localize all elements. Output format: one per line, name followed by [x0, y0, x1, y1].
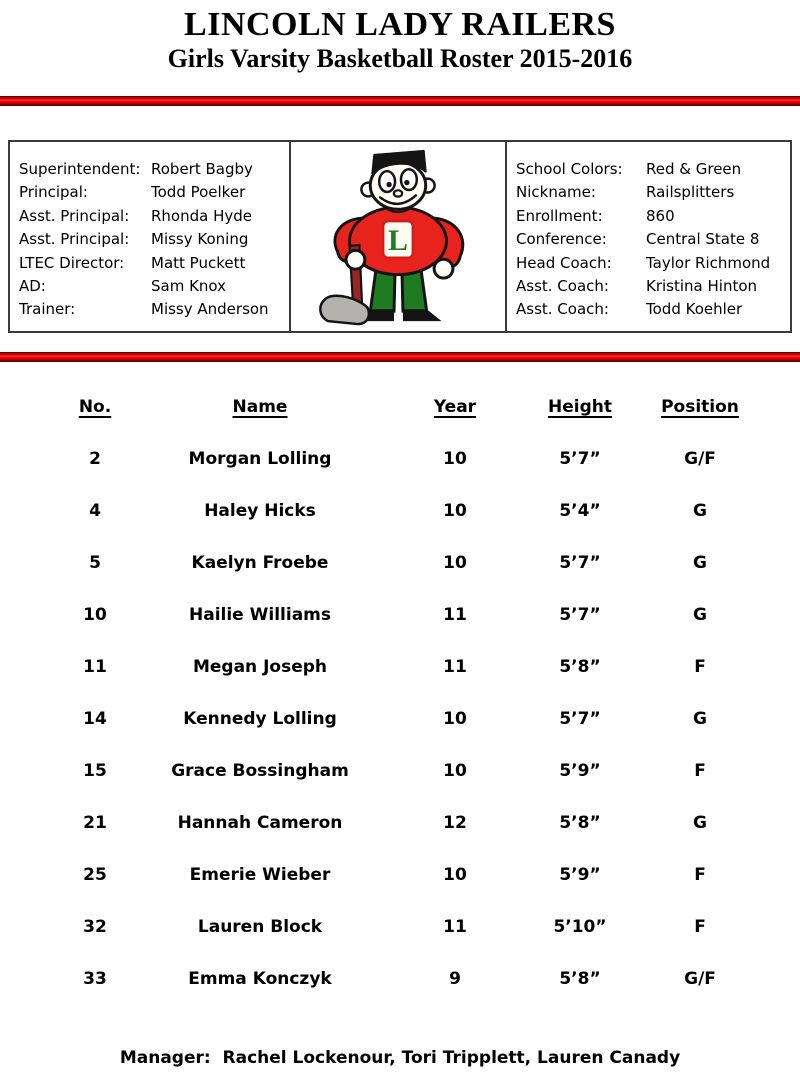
- info-value: Todd Koehler: [646, 300, 743, 319]
- info-label: Superintendent:: [19, 160, 141, 178]
- roster-cell-name: Haley Hicks: [204, 501, 316, 521]
- roster-cell-year: 11: [443, 917, 467, 937]
- roster-cell-height: 5’10”: [553, 917, 607, 937]
- info-label: Nickname:: [516, 183, 596, 202]
- info-row: [19, 275, 289, 298]
- red-divider-bottom: [0, 352, 800, 362]
- roster-cell-name: Kaelyn Froebe: [191, 553, 329, 573]
- info-row: [516, 181, 790, 204]
- info-value: Railsplitters: [646, 183, 735, 202]
- roster-cell-height: 5’8”: [559, 657, 601, 677]
- page-subtitle: Girls Varsity Basketball Roster 2015-2016: [167, 44, 633, 74]
- info-value: Missy Anderson: [151, 300, 269, 319]
- roster-header-height: Height: [548, 397, 612, 417]
- roster-cell-name: Lauren Block: [197, 917, 323, 937]
- roster-cell-year: 10: [443, 449, 467, 469]
- roster-cell-year: 10: [443, 553, 467, 573]
- info-value: Sam Knox: [151, 277, 227, 296]
- info-row: [516, 298, 790, 321]
- school-info-panel: [507, 142, 790, 331]
- info-row: [19, 205, 289, 228]
- roster-cell-position: G/F: [684, 449, 716, 469]
- info-row: [516, 228, 790, 251]
- mascot-pupil: [386, 182, 391, 187]
- info-value: 860: [646, 206, 675, 225]
- roster-cell-position: F: [694, 657, 706, 677]
- info-row: [19, 181, 289, 204]
- mascot-fist: [346, 250, 365, 269]
- roster-cell-position: F: [694, 761, 706, 781]
- info-value: Central State 8: [646, 230, 760, 249]
- roster-header-position: Position: [661, 397, 739, 417]
- mascot-panel: [291, 142, 507, 331]
- info-label: Enrollment:: [516, 206, 603, 225]
- page-title: LINCOLN LADY RAILERS: [184, 6, 616, 43]
- roster-cell-height: 5’7”: [559, 553, 601, 573]
- roster-cell-name: Megan Joseph: [192, 657, 328, 677]
- roster-cell-height: 5’8”: [559, 969, 601, 989]
- roster-cell-name: Emerie Wieber: [189, 865, 331, 885]
- info-label: AD:: [19, 277, 46, 296]
- info-value: Matt Puckett: [151, 253, 246, 272]
- mascot-nose: [394, 190, 402, 196]
- roster-cell-height: 5’9”: [559, 865, 601, 885]
- roster-cell-no: 25: [83, 865, 107, 885]
- info-row: [516, 205, 790, 228]
- info-label: Asst. Principal:: [19, 206, 130, 225]
- roster-cell-position: G: [693, 709, 707, 729]
- roster-cell-height: 5’7”: [559, 605, 601, 625]
- info-value: Kristina Hinton: [646, 277, 758, 296]
- roster-cell-no: 33: [83, 969, 107, 989]
- info-label: Trainer:: [19, 300, 76, 319]
- mascot-eye: [401, 169, 417, 190]
- info-label: Asst. Coach:: [516, 277, 609, 296]
- roster-cell-no: 10: [83, 605, 107, 625]
- roster-cell-position: G: [693, 553, 707, 573]
- staff-info-panel: [10, 142, 291, 331]
- roster-cell-position: F: [694, 917, 706, 937]
- roster-cell-year: 11: [443, 605, 467, 625]
- document-header: [0, 6, 800, 73]
- roster-cell-year: 9: [449, 969, 461, 989]
- roster-cell-year: 10: [443, 709, 467, 729]
- info-label: Head Coach:: [516, 253, 612, 272]
- railsplitter-mascot-image: [292, 143, 504, 330]
- roster-cell-year: 11: [443, 657, 467, 677]
- info-row: [19, 228, 289, 251]
- roster-cell-no: 2: [89, 449, 101, 469]
- info-row: [19, 158, 289, 181]
- mascot-eye: [379, 171, 395, 192]
- info-row: [516, 252, 790, 275]
- red-divider-top: [0, 96, 800, 106]
- roster-cell-position: G: [693, 501, 707, 521]
- roster-cell-year: 10: [443, 865, 467, 885]
- info-value: Taylor Richmond: [646, 253, 771, 272]
- mascot-shoe: [403, 309, 442, 321]
- roster-cell-year: 10: [443, 501, 467, 521]
- info-value: Red & Green: [646, 160, 742, 178]
- roster-cell-position: G/F: [684, 969, 716, 989]
- roster-cell-name: Kennedy Lolling: [183, 709, 337, 729]
- mascot-fist: [434, 259, 453, 278]
- info-label: Principal:: [19, 183, 88, 202]
- info-label: School Colors:: [516, 160, 623, 178]
- roster-header-name: Name: [232, 397, 288, 417]
- roster-cell-name: Hannah Cameron: [177, 813, 343, 833]
- roster-cell-no: 21: [83, 813, 107, 833]
- roster-cell-height: 5’8”: [559, 813, 601, 833]
- mascot-jersey-letter: L: [388, 224, 408, 257]
- info-value: Todd Poelker: [151, 183, 246, 202]
- info-label: Conference:: [516, 230, 607, 249]
- roster-cell-position: G: [693, 813, 707, 833]
- roster-header-no: No.: [78, 397, 112, 417]
- school-info-box: [8, 140, 792, 333]
- roster-cell-no: 5: [89, 553, 101, 573]
- roster-cell-name: Grace Bossingham: [171, 761, 349, 781]
- roster-table: [60, 381, 760, 1005]
- roster-cell-height: 5’4”: [559, 501, 601, 521]
- roster-cell-year: 12: [443, 813, 467, 833]
- info-row: [516, 275, 790, 298]
- roster-cell-height: 5’7”: [559, 709, 601, 729]
- info-label: Asst. Principal:: [19, 230, 130, 249]
- roster-cell-no: 14: [83, 709, 107, 729]
- info-value: Robert Bagby: [151, 160, 253, 178]
- info-row: [516, 158, 790, 181]
- roster-cell-height: 5’7”: [559, 449, 601, 469]
- roster-cell-position: G: [693, 605, 707, 625]
- info-label: Asst. Coach:: [516, 300, 609, 319]
- roster-header-year: Year: [433, 397, 477, 417]
- roster-cell-name: Emma Konczyk: [188, 969, 332, 989]
- mascot-pupil: [404, 180, 409, 185]
- roster-cell-no: 4: [89, 501, 101, 521]
- info-label: LTEC Director:: [19, 253, 125, 272]
- roster-cell-height: 5’9”: [559, 761, 601, 781]
- manager-line: Manager: Rachel Lockenour, Tori Tripplett, Lauren Canady: [119, 1048, 681, 1068]
- info-value: Missy Koning: [151, 230, 249, 249]
- roster-cell-year: 10: [443, 761, 467, 781]
- roster-cell-no: 15: [83, 761, 107, 781]
- roster-cell-name: Morgan Lolling: [188, 449, 332, 469]
- info-row: [19, 298, 289, 321]
- roster-cell-position: F: [694, 865, 706, 885]
- info-value: Rhonda Hyde: [151, 206, 253, 225]
- info-row: [19, 252, 289, 275]
- roster-cell-no: 32: [83, 917, 107, 937]
- roster-cell-no: 11: [83, 657, 107, 677]
- roster-cell-name: Hailie Williams: [189, 605, 331, 625]
